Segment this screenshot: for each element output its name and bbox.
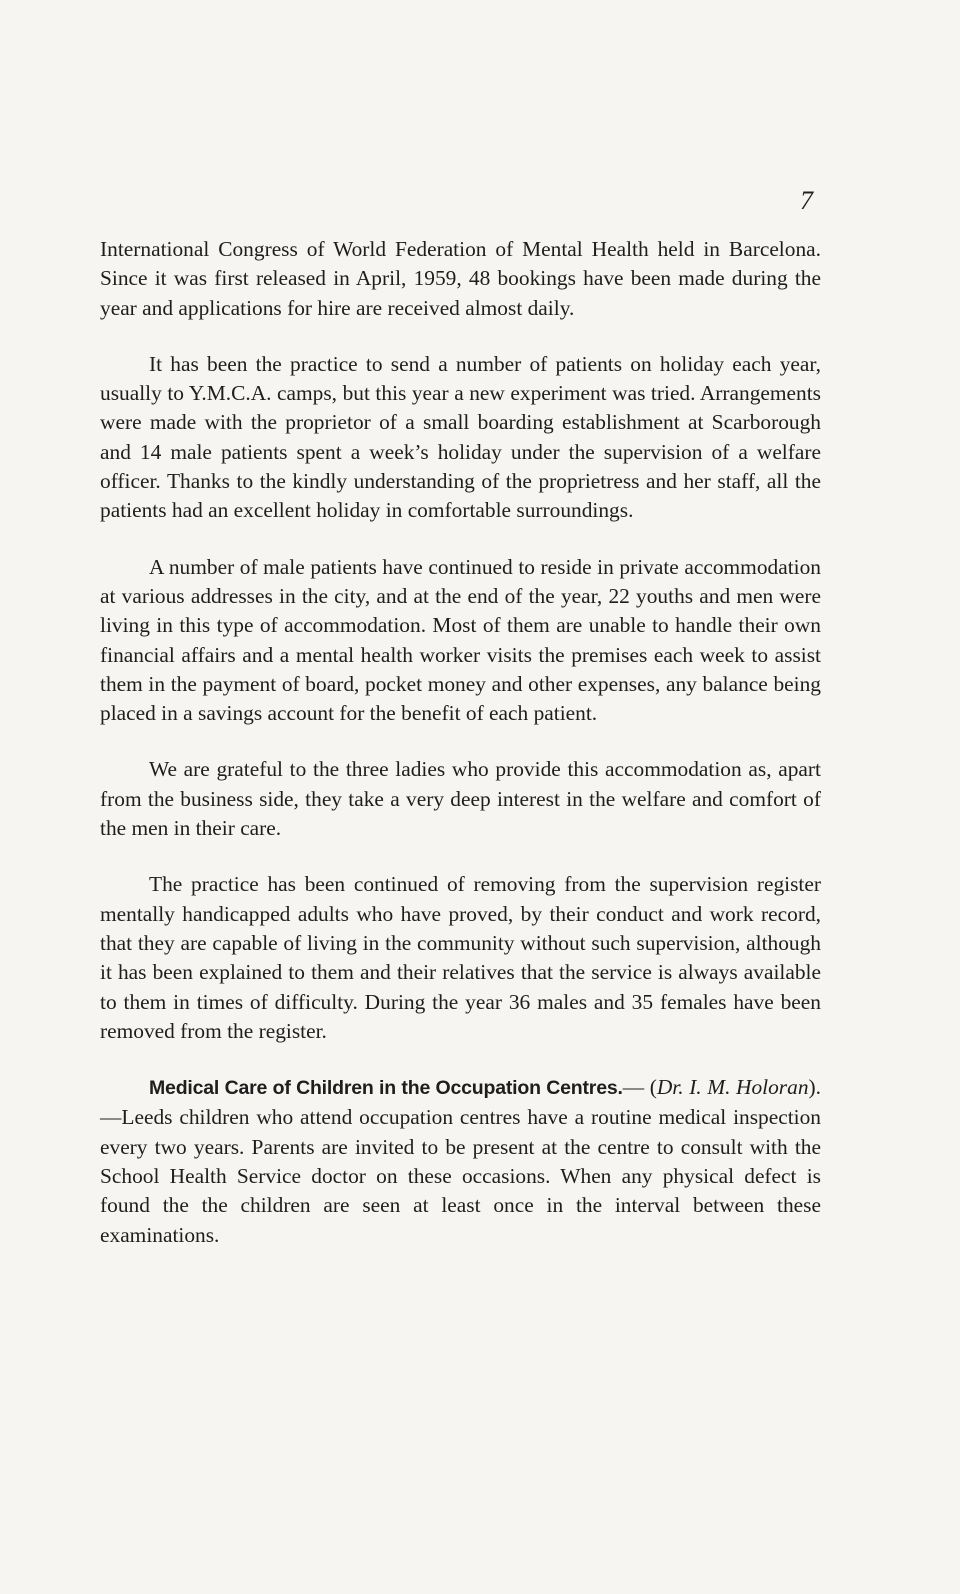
author-close: ).—: [100, 1075, 821, 1130]
paragraph-private-accommodation: A number of male patients have continued to reside in private accommodation at various addresses in the city, and at the end of the year, 22 youths and men were living in this type of accommodation. Most of them are unable to handle their own financial affairs and a mental health worker visits the premises each week to assist them in the payment of board, pocket money and other expenses, any balance being placed in a savings account for the benefit of each patient.: [100, 554, 821, 726]
paragraph-film-bookings: International Congress of World Federation of Mental Health held in Barcelona. Since it was first released in April, 1959, 48 bookings have been made during the year and applications for hire are received almost daily.: [100, 237, 821, 320]
page-number: 7: [800, 186, 813, 215]
paragraph-supervision-register: The practice has been continued of removing from the supervision register mentally handicapped adults who have proved, by their conduct and work record, that they are capable of living in the community without such supervision, although it has been explained to them and their relatives that the service is always available to them in times of difficulty. During the year 36 males and 35 females have been removed from the register.: [100, 872, 821, 1043]
body-text: [100, 235, 821, 1250]
paragraph-grateful-ladies: We are grateful to the three ladies who provide this accommodation as, apart from the business side, they take a very deep interest in the welfare and comfort of the men in their care.: [100, 757, 821, 841]
medical-care-text: Leeds children who attend occupation centres have a routine medical inspection every two years. Parents are invited to be present at the centre to consult with the School Health Service doctor on these occasions. When any physical defect is found the the children are seen at least once in the interval between these examinations.: [100, 1105, 821, 1247]
heading-dash: — (: [622, 1075, 657, 1100]
paragraph-medical-care: [100, 1073, 821, 1250]
author-name: Dr. I. M. Holoran: [656, 1075, 809, 1100]
section-heading: Medical Care of Children in the Occupation Centres.: [149, 1077, 623, 1100]
paragraph-holiday: It has been the practice to send a number of patients on holiday each year, usually to Y.M.C.A. camps, but this year a new experiment was tried. Arrangements were made with the proprietor of a small boarding establishment at Scarborough and 14 male patients spent a week’s holiday under the supervision of a welfare officer. Thanks to the kindly understanding of the proprietress and her staff, all the patients had an excellent holiday in comfortable surroundings.: [100, 351, 821, 523]
